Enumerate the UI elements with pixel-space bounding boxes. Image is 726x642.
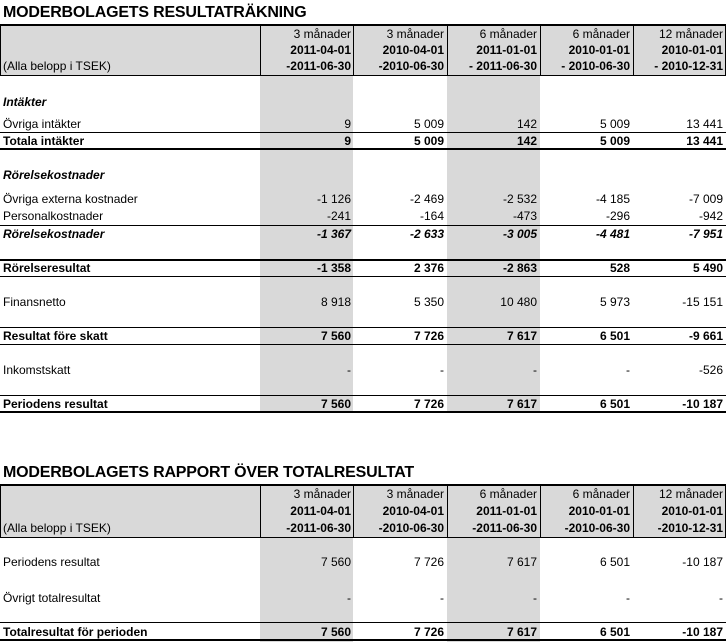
income-cell: -526 — [698, 363, 723, 377]
income-cell: -2 532 — [502, 192, 537, 206]
total-cell: - — [440, 591, 444, 605]
col2-1-to: -2011-06-30 — [286, 521, 351, 535]
total-row-label: Totalresultat för perioden — [3, 625, 148, 639]
col-3-period: 6 månader — [479, 27, 537, 41]
income-cell: -2 469 — [409, 192, 444, 206]
income-cell: 2 376 — [413, 261, 444, 275]
income-cell: -241 — [326, 209, 351, 223]
col2-3-from: 2011-01-01 — [476, 504, 537, 518]
income-row — [0, 133, 726, 149]
income-row-label: Övriga externa kostnader — [3, 192, 138, 206]
income-row-label: Periodens resultat — [3, 397, 108, 411]
col2-5-to: -2010-12-31 — [657, 521, 723, 535]
income-cell: 6 501 — [599, 329, 630, 343]
col2-5-period: 12 månader — [658, 487, 723, 501]
income-cell: -15 151 — [682, 295, 723, 309]
total-cell: 6 501 — [599, 625, 630, 639]
income-row-label: Inkomstskatt — [3, 363, 71, 377]
col-3-from: 2011-01-01 — [476, 43, 537, 57]
income-row — [0, 396, 726, 412]
total-cell: 6 501 — [599, 555, 630, 569]
income-cell: 5 009 — [599, 117, 630, 131]
unit-note: (Alla belopp i TSEK) — [3, 59, 111, 73]
col-1-from: 2011-04-01 — [290, 43, 351, 57]
income-row — [0, 191, 726, 207]
col-3-to: - 2011-06-30 — [468, 59, 537, 73]
income-row-label: Övriga intäkter — [3, 117, 82, 131]
total-cell: -10 187 — [682, 555, 723, 569]
total-row — [0, 624, 726, 640]
income-cell: -10 187 — [682, 397, 723, 411]
income-cell: 13 441 — [686, 117, 723, 131]
income-cell: -1 358 — [316, 261, 351, 275]
income-cell: 9 — [344, 117, 351, 131]
col-4-period: 6 månader — [572, 27, 630, 41]
income-cell: 5 490 — [692, 261, 723, 275]
comprehensive-income-title: MODERBOLAGETS RAPPORT ÖVER TOTALRESULTAT — [3, 464, 414, 481]
col2-4-to: -2010-06-30 — [564, 521, 630, 535]
income-cell: 13 441 — [686, 134, 723, 148]
income-cell: - — [533, 363, 537, 377]
col2-1-period: 3 månader — [293, 487, 351, 501]
income-cell: -4 185 — [595, 192, 630, 206]
header2-row-to — [0, 520, 726, 536]
income-cell: 142 — [516, 134, 537, 148]
income-cell: 5 973 — [599, 295, 630, 309]
income-cell: -9 661 — [688, 329, 723, 343]
income-row-label: Personalkostnader — [3, 209, 104, 223]
income-row-label: Rörelsekostnader — [3, 227, 105, 241]
unit-note-2: (Alla belopp i TSEK) — [3, 521, 111, 535]
rule-header — [0, 75, 726, 76]
income-row-label: Rörelseresultat — [3, 261, 91, 275]
total-cell: 7 560 — [320, 555, 351, 569]
col2-3-period: 6 månader — [479, 487, 537, 501]
income-row — [0, 260, 726, 276]
col2-1-from: 2011-04-01 — [290, 504, 351, 518]
income-cell: - — [626, 363, 630, 377]
income-cell: 7 726 — [413, 397, 444, 411]
income-cell: 9 — [344, 134, 351, 148]
total-row-label: Periodens resultat — [3, 555, 100, 569]
income-cell: -7 951 — [688, 227, 723, 241]
income-cell: -7 009 — [688, 192, 723, 206]
income-cell: - — [347, 363, 351, 377]
income-row — [0, 362, 726, 378]
col2-2-period: 3 månader — [386, 487, 444, 501]
total-cell: - — [719, 591, 723, 605]
income-cell: 5 350 — [413, 295, 444, 309]
income-cell: 7 726 — [413, 329, 444, 343]
income-cell: -1 367 — [316, 227, 351, 241]
col2-3-to: -2011-06-30 — [472, 521, 537, 535]
income-cell: 5 009 — [599, 134, 630, 148]
income-cell: 10 480 — [500, 295, 537, 309]
income-cell: 142 — [516, 117, 537, 131]
income-cell: -473 — [512, 209, 537, 223]
total-row-label: Övrigt totalresultat — [3, 591, 101, 605]
income-cell: -4 481 — [595, 227, 630, 241]
income-row-label: Totala intäkter — [3, 134, 85, 148]
income-cell: 6 501 — [599, 397, 630, 411]
rule2-before-total — [0, 622, 726, 623]
income-cell: 528 — [609, 261, 630, 275]
income-cell: -1 126 — [316, 192, 351, 206]
income-cell: -2 863 — [502, 261, 537, 275]
income-cell: 7 560 — [320, 397, 351, 411]
income-row-label: Intäkter — [3, 95, 47, 109]
income-row — [0, 328, 726, 344]
income-cell: -3 005 — [502, 227, 537, 241]
income-cell: -296 — [605, 209, 630, 223]
total-cell: - — [347, 591, 351, 605]
col-4-from: 2010-01-01 — [568, 43, 630, 57]
total-cell: 7 726 — [413, 625, 444, 639]
col-5-to: - 2010-12-31 — [654, 59, 723, 73]
header2-row-period — [0, 486, 726, 502]
total-cell: 7 617 — [506, 555, 537, 569]
income-row — [0, 94, 726, 110]
col-1-period: 3 månader — [293, 27, 351, 41]
rule-after-pretax — [0, 344, 726, 345]
rule2-header — [0, 537, 726, 538]
header2-row-from — [0, 503, 726, 519]
col-5-period: 12 månader — [658, 27, 723, 41]
income-row-label: Rörelsekostnader — [3, 168, 105, 182]
col2-4-from: 2010-01-01 — [568, 504, 630, 518]
income-statement-title: MODERBOLAGETS RESULTATRÄKNING — [3, 4, 307, 21]
income-cell: - — [440, 363, 444, 377]
income-row-label: Resultat före skatt — [3, 329, 108, 343]
total-cell: - — [533, 591, 537, 605]
income-row — [0, 208, 726, 224]
col2-4-period: 6 månader — [572, 487, 630, 501]
col-4-to: - 2010-06-30 — [561, 59, 630, 73]
header-row-from — [0, 42, 726, 58]
total-row — [0, 590, 726, 606]
income-cell: -164 — [419, 209, 444, 223]
income-cell: 7 617 — [506, 397, 537, 411]
income-row — [0, 294, 726, 310]
header-row-period — [0, 26, 726, 42]
total-cell: -10 187 — [682, 625, 723, 639]
total-cell: 7 617 — [506, 625, 537, 639]
income-row-label: Finansnetto — [3, 295, 66, 309]
col2-5-from: 2010-01-01 — [661, 504, 723, 518]
income-cell: 7 560 — [320, 329, 351, 343]
col2-2-to: -2010-06-30 — [378, 521, 444, 535]
col-2-from: 2010-04-01 — [382, 43, 444, 57]
income-cell: -942 — [698, 209, 723, 223]
col-1-to: -2011-06-30 — [286, 59, 351, 73]
total-row — [0, 554, 726, 570]
col-2-period: 3 månader — [386, 27, 444, 41]
income-cell: -2 633 — [409, 227, 444, 241]
col2-2-from: 2010-04-01 — [382, 504, 444, 518]
income-cell: 5 009 — [413, 117, 444, 131]
income-cell: 5 009 — [413, 134, 444, 148]
income-row — [0, 226, 726, 242]
total-cell: 7 726 — [413, 555, 444, 569]
rule-after-operating — [0, 276, 726, 277]
total-cell: 7 560 — [320, 625, 351, 639]
header-row-to — [0, 58, 726, 74]
income-cell: 7 617 — [506, 329, 537, 343]
income-row — [0, 116, 726, 132]
income-row — [0, 167, 726, 183]
total-cell: - — [626, 591, 630, 605]
col-2-to: -2010-06-30 — [378, 59, 444, 73]
income-cell: 8 918 — [320, 295, 351, 309]
col-5-from: 2010-01-01 — [661, 43, 723, 57]
